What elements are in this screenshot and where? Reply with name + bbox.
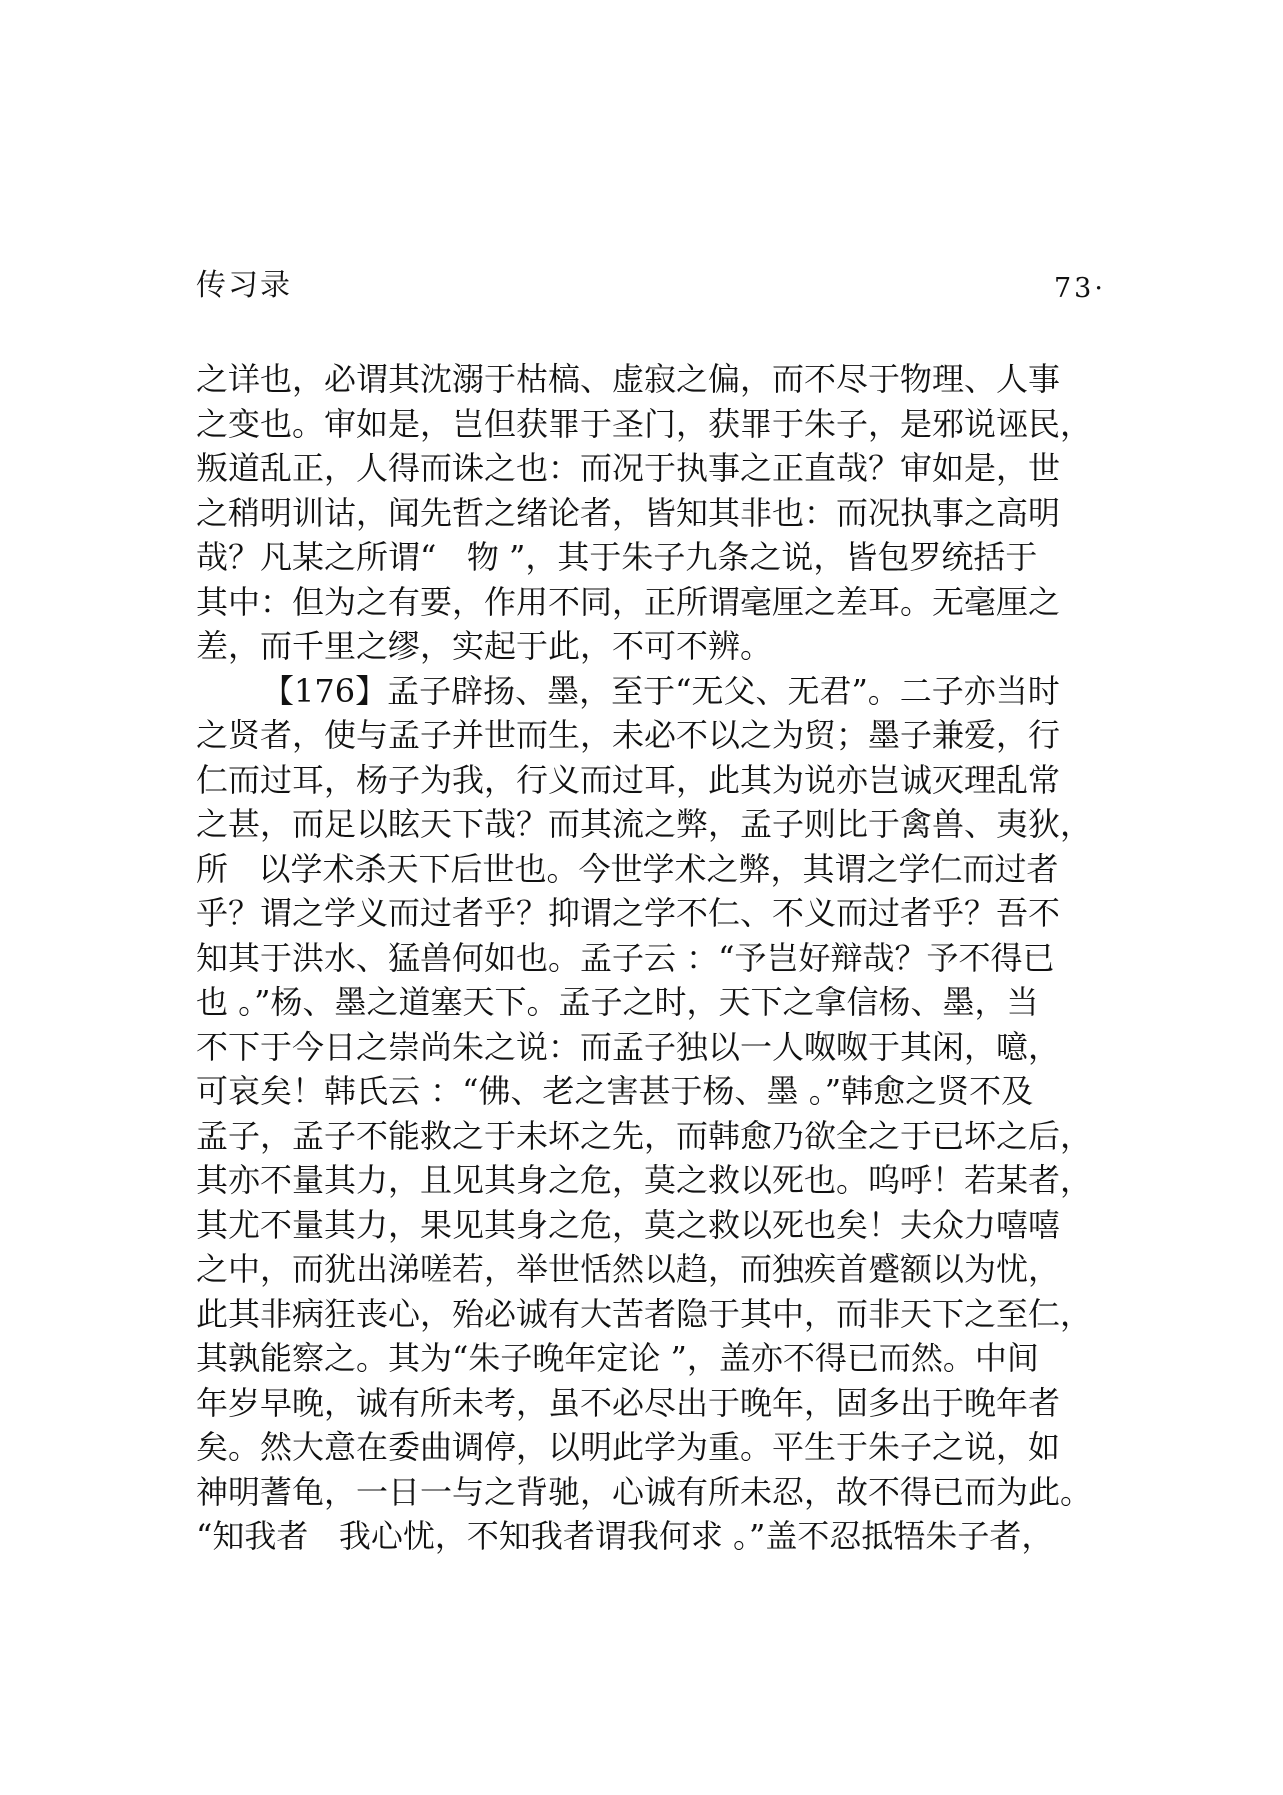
text-line: 知其于洪水、猛兽何如也。孟子云 ：“予岂好辩哉？予不得已	[196, 938, 1055, 977]
text-line: 哉？凡某之所谓“ 物 ”，其于朱子九条之说，皆包罗统括于	[196, 538, 1038, 576]
text-line: 之甚，而足以眩天下哉？而其流之弊，孟子则比于禽兽、夷狄，	[196, 805, 1093, 843]
text-line: 年岁早晚，诚有所未考，虽不必尽出于晚年，固多出于晚年者	[196, 1383, 1061, 1422]
text-line: 矣。然大意在委曲调停，以明此学为重。平生于朱子之说，如	[196, 1428, 1061, 1466]
text-line: 其尤不量其力，果见其身之危，莫之救以死也矣！夫众力嘻嘻	[196, 1205, 1061, 1244]
text-line: 其中：但为之有要，作用不同，正所谓毫厘之差耳。无毫厘之	[196, 582, 1061, 621]
text-line: 差，而千里之缪，实起于此，不可不辨。	[196, 627, 773, 665]
text-line: 之变也。审如是，岂但获罪于圣门，获罪于朱子，是邪说诬民，	[196, 404, 1093, 443]
text-line: 仁而过耳，杨子为我，行义而过耳，此其为说亦岂诚灭理乱常	[196, 760, 1061, 799]
text-line: 不下于今日之崇尚朱之说：而孟子独以一人呶呶于其闲，噫，	[196, 1027, 1061, 1066]
text-line: 神明蓍龟，一日一与之背驰，心诚有所未忍，故不得已而为此。	[196, 1472, 1093, 1511]
text-line: 所 以学术杀天下后世也。今世学术之弊，其谓之学仁而过者	[196, 849, 1059, 888]
running-header-title: 传习录	[196, 268, 292, 303]
text-line: 之贤者，使与孟子并世而生，未必不以之为贸；墨子兼爱，行	[196, 716, 1061, 754]
text-line: 之详也，必谓其沈溺于枯槁、虚寂之偏，而不尽于物理、人事	[196, 360, 1061, 398]
body-text	[196, 357, 1096, 1559]
text-line: 此其非病狂丧心，殆必诚有大苦者隐于其中，而非天下之至仁，	[196, 1294, 1093, 1333]
text-line: 其亦不量其力，且见其身之危，莫之救以死也。呜呼！若某者，	[196, 1161, 1093, 1199]
text-line: 其孰能察之。其为“朱子晚年定论 ”，盖亦不得已而然。中间	[196, 1339, 1039, 1377]
text-line: 【176】孟子辟扬、墨，至于“无父、无君”。二子亦当时	[262, 671, 1060, 710]
text-line: 可哀矣！韩氏云 ：“佛、老之害甚于杨、墨 。”韩愈之贤不及	[196, 1072, 1034, 1110]
text-line: 叛道乱正，人得而诛之也：而况于执事之正直哉？审如是，世	[196, 449, 1061, 487]
text-line: 之稍明训诂，闻先哲之绪论者，皆知其非也：而况执事之高明	[196, 493, 1061, 532]
text-line: 孟子，孟子不能救之于未坏之先，而韩愈乃欲全之于已坏之后，	[196, 1116, 1093, 1155]
text-line: 乎？谓之学义而过者乎？抑谓之学不仁、不义而过者乎？吾不	[196, 894, 1061, 932]
text-line: “知我者 我心忧，不知我者谓我何求 。”盖不忍抵牾朱子者，	[196, 1517, 1054, 1555]
page-number: 73·	[1054, 273, 1106, 304]
text-line: 之中，而犹出涕嗟若，举世恬然以趋，而独疾首蹙额以为忧，	[196, 1250, 1061, 1288]
text-line: 也 。”杨、墨之道塞天下。孟子之时，天下之拿信杨、墨，当	[196, 983, 1039, 1021]
